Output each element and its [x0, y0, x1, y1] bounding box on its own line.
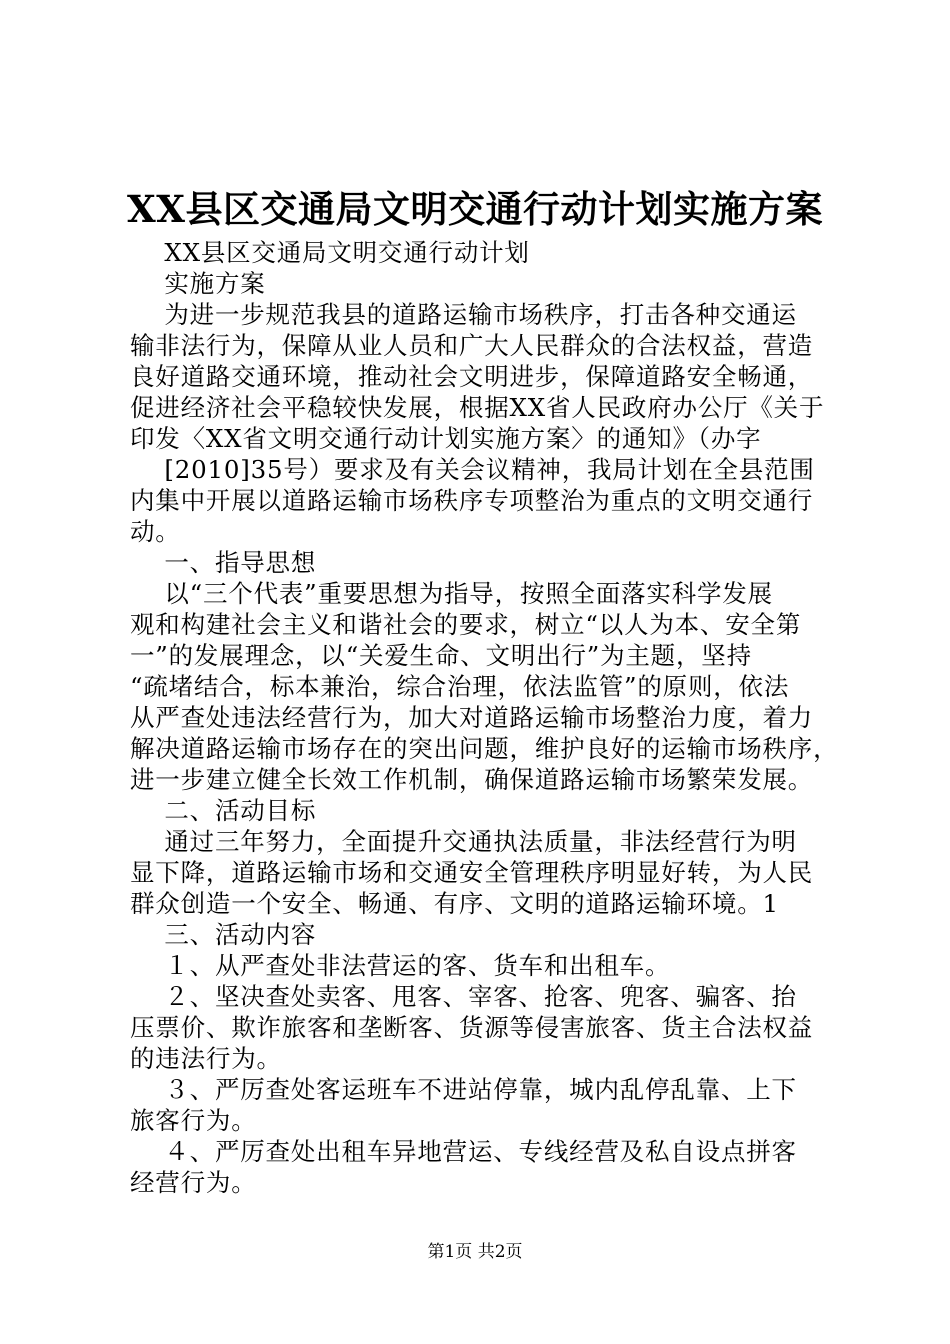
body-line: １、从严查处非法营运的客、货车和出租车。	[130, 951, 671, 980]
body-line: “疏堵结合，标本兼治，综合治理，依法监管”的原则，依法	[130, 672, 790, 701]
body-line: 旅客行为。	[130, 1106, 257, 1135]
body-line: 压票价、欺诈旅客和垄断客、货源等侵害旅客、货主合法权益	[130, 1013, 814, 1042]
body-line: 促进经济社会平稳较快发展，根据XX省人民政府办公厅《关于	[130, 393, 825, 422]
body-line: ４、严厉查处出租车异地营运、专线经营及私自设点拼客	[130, 1137, 797, 1166]
body-line: 群众创造一个安全、畅通、有序、文明的道路运输环境。1	[130, 889, 779, 918]
body-line: 进一步建立健全长效工作机制，确保道路运输市场繁荣发展。	[130, 765, 814, 794]
body-line: 输非法行为，保障从业人员和广大人民群众的合法权益，营造	[130, 331, 814, 360]
section-heading: 一、指导思想	[130, 548, 317, 577]
body-line: 的违法行为。	[130, 1044, 282, 1073]
body-line: 解决道路运输市场存在的突出问题，维护良好的运输市场秩序，	[130, 734, 839, 763]
body-line: 内集中开展以道路运输市场秩序专项整治为重点的文明交通行	[130, 486, 814, 515]
section-heading: 三、活动内容	[130, 920, 317, 949]
body-line: XX县区交通局文明交通行动计划	[130, 238, 530, 267]
body-line: 经营行为。	[130, 1168, 257, 1197]
body-line: 通过三年努力，全面提升交通执法质量，非法经营行为明	[130, 827, 797, 856]
page-number-footer: 第1页 共2页	[427, 1242, 523, 1262]
body-line: 从严查处违法经营行为，加大对道路运输市场整治力度，着力	[130, 703, 814, 732]
body-line: [2010]35号）要求及有关会议精神，我局计划在全县范围	[130, 455, 815, 484]
body-line: 为进一步规范我县的道路运输市场秩序，打击各种交通运	[130, 300, 797, 329]
body-line: 以“三个代表”重要思想为指导，按照全面落实科学发展	[130, 579, 773, 608]
body-line: 良好道路交通环境，推动社会文明进步，保障道路安全畅通，	[130, 362, 814, 391]
body-line: 一”的发展理念，以“关爱生命、文明出行”为主题，坚持	[130, 641, 752, 670]
body-line: 实施方案	[130, 269, 266, 298]
body-line: 动。	[130, 517, 181, 546]
body-line: 印发〈XX省文明交通行动计划实施方案〉的通知》（办字	[130, 424, 762, 453]
body-line: ３、严厉查处客运班车不进站停靠，城内乱停乱靠、上下	[130, 1075, 797, 1104]
section-heading: 二、活动目标	[130, 796, 317, 825]
body-line: 显下降，道路运输市场和交通安全管理秩序明显好转，为人民	[130, 858, 814, 887]
document-title: XX县区交通局文明交通行动计划实施方案	[127, 187, 823, 231]
body-line: 观和构建社会主义和谐社会的要求，树立“以人为本、安全第	[130, 610, 802, 639]
body-line: ２、坚决查处卖客、甩客、宰客、抢客、兜客、骗客、抬	[130, 982, 797, 1011]
